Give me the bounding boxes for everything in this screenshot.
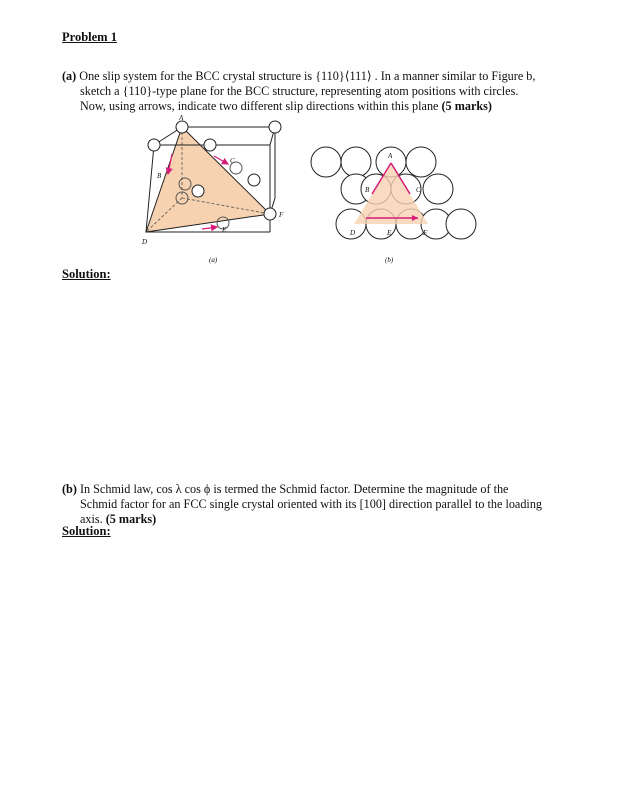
part-b-line3: axis. [80,512,106,526]
figure-a-bcc-cube [130,108,300,268]
part-a-solution-label: Solution: [62,267,111,281]
atom-circle [248,174,260,186]
part-b-question [62,482,560,527]
part-b-line1: In Schmid law, cos λ cos ϕ is termed the Schmid factor. Determine the magnitude of the [79,482,509,496]
atom-circle [176,121,188,133]
part-a-line1: One slip system for the BCC crystal structure is {110}⟨111⟩ . In a manner similar to Figure b, [79,69,536,83]
part-a-line3: Now, using arrows, indicate two different slip directions within this plane [80,99,442,113]
atom-circle [204,139,216,151]
label-d: D [142,238,148,246]
label-b: B [157,172,162,180]
figure-b-caption: (b) [385,256,394,264]
svg-text:D: D [350,229,356,237]
problem-title: Problem 1 [62,30,117,44]
part-b-line2: Schmid factor for an FCC single crystal oriented with its [100] direction parallel to the loading [80,497,543,511]
svg-text:B: B [365,186,370,194]
atom-circle [148,139,160,151]
svg-text:F: F [423,229,428,237]
atom-circle [264,208,276,220]
atom-circle [269,121,281,133]
figure-a-caption: (a) [209,256,218,264]
part-b-solution-label: Solution: [62,524,111,538]
label-e: E [222,226,227,234]
part-a-prefix: (a) [62,69,77,83]
svg-text:C: C [416,186,421,194]
figure-b-close-packed [306,146,482,244]
label-c: C [230,157,235,165]
slip-arrow-de [202,227,217,229]
svg-text:E: E [387,229,392,237]
label-a: A [179,114,184,122]
part-a-marks: (5 marks) [441,99,492,113]
part-a-line2: sketch a {110}-type plane for the BCC structure, representing atom positions with circles. [80,84,519,98]
svg-text:A: A [388,152,393,160]
center-atom-circle [192,185,204,197]
label-f: F [279,211,284,219]
part-b-prefix: (b) [62,482,77,496]
part-b-marks: (5 marks) [105,512,157,526]
